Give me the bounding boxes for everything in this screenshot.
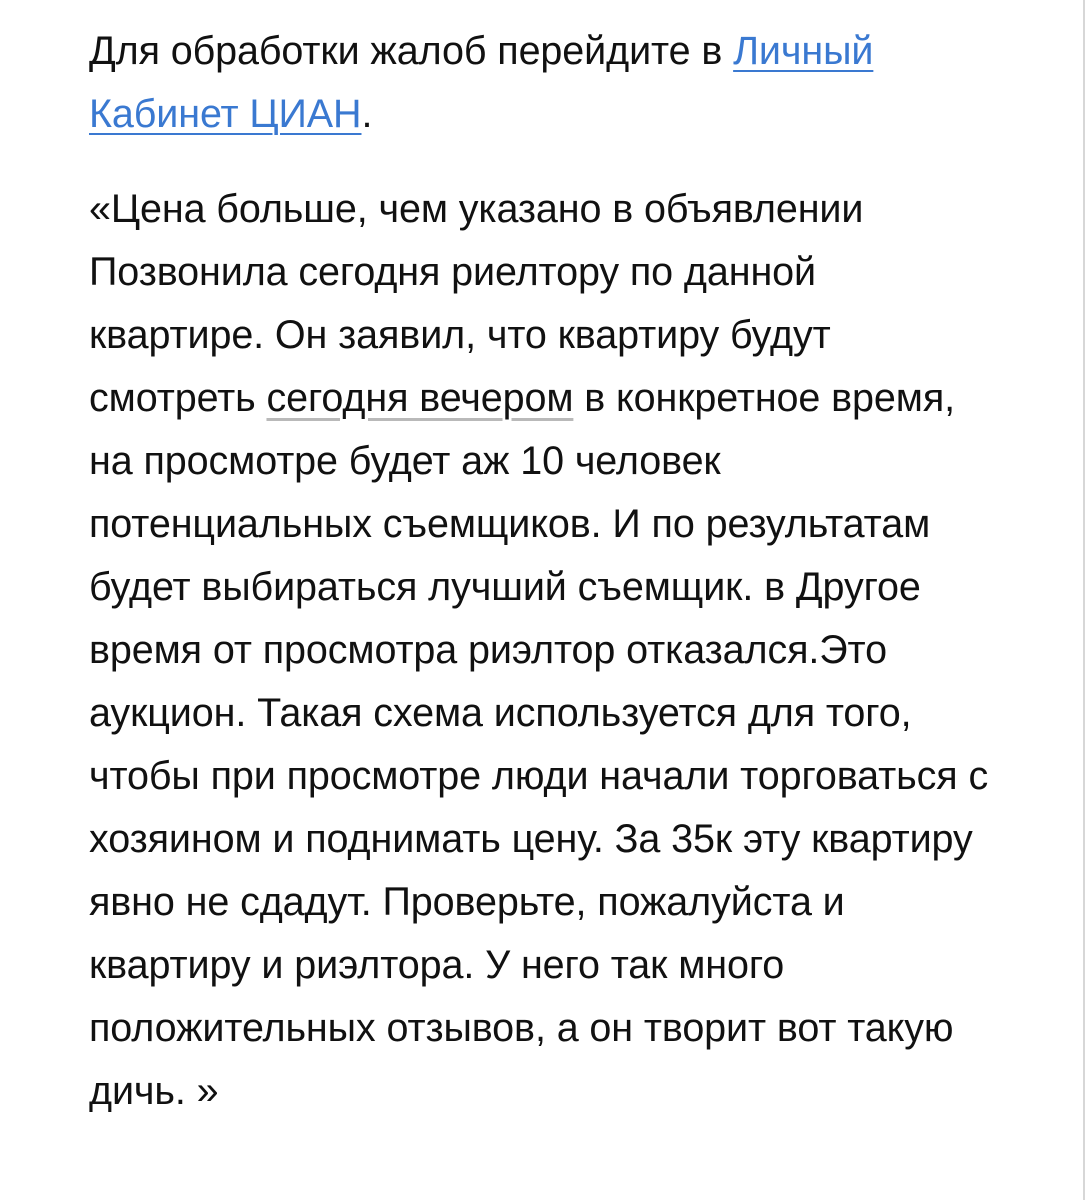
intro-period: . [361,92,373,136]
quote-text-start: «Цена больше, чем указано в объявлении Позвонила сегодня риелтору по данной квартире. Он заявил, что квартиру будут смотреть [89,187,864,420]
message-content [89,20,989,1123]
complaint-quote [89,178,989,1123]
highlighted-phrase[interactable]: сегодня вечером [266,376,574,420]
intro-paragraph [89,20,989,146]
cian-account-link[interactable]: Личный Кабинет ЦИАН [89,29,874,136]
intro-text: Для обработки жалоб перейдите в [89,29,734,73]
quote-text-end: в конкретное время, на просмотре будет аж 10 человек потенциальных съемщиков. И по результатам будет выбираться лучший съемщик. в Другое время от просмотра риэлтор отказался.Это аукцион. Такая схема используется для того, чтобы при просмотре люди начали торговаться с хозяином и поднимать цену. За 35к эту квартиру явно не сдадут. Проверьте, пожалуйста и квартиру и риэлтора. У него так много положительных отзывов, а он творит вот такую дичь. » [89,376,989,1113]
